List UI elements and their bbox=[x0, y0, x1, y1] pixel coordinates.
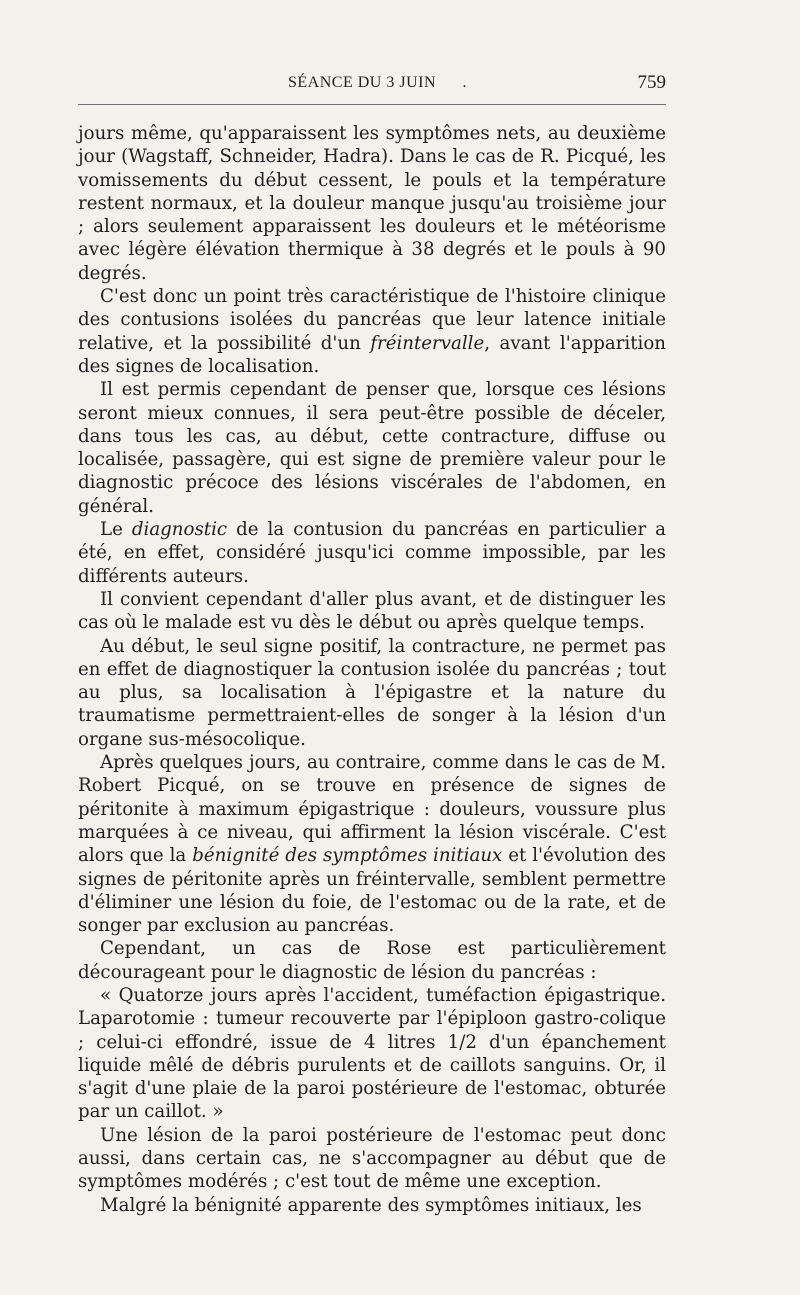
page-header bbox=[78, 68, 666, 98]
running-title bbox=[288, 74, 467, 92]
body-text bbox=[78, 122, 666, 1217]
paragraph-1 bbox=[78, 122, 666, 285]
text-segment: C'est donc un point très caractéristique de l'histoire clinique des contusions isolées du pancréas que leur latence initiale relative, et la possibilité d'un bbox=[78, 286, 666, 354]
text-segment: jours même, qu'apparaissent les symptômes nets, au deuxième jour (Wagstaff, Schneider, Hadra). Dans le cas de R. Picqué, les vomissements du début cessent, le pouls et la température restent normaux, et la douleur manque jusqu'au troisième jour ; alors seulement apparaissent les douleurs et le météorisme avec légère élévation thermique à 38 degrés et le pouls à 90 degrés. bbox=[78, 123, 666, 284]
paragraph-10 bbox=[78, 1124, 666, 1194]
paragraph-8 bbox=[78, 937, 666, 984]
running-title-text: SÉANCE DU 3 JUIN bbox=[288, 74, 436, 91]
text-segment: Il est permis cependant de penser que, lorsque ces lésions seront mieux connues, il sera peut-être possible de déceler, dans tous les cas, au début, cette contracture, diffuse ou localisée, passagère, qui est signe de première valeur pour le diagnostic précoce des lésions viscérales de l'abdomen, en général. bbox=[78, 379, 666, 517]
text-segment: Cependant, un cas de Rose est particulièrement décourageant pour le diagnostic de lésion du pancréas : bbox=[78, 938, 666, 983]
text-segment: Au début, le seul signe positif, la contracture, ne permet pas en effet de diagnostiquer la contusion isolée du pancréas ; tout au plus, sa localisation à l'épigastre et la nature du traumatisme permettraient-elles de songer à la lésion d'un organe sus-mésocolique. bbox=[78, 635, 666, 750]
paragraph-6 bbox=[78, 635, 666, 751]
paragraph-2 bbox=[78, 285, 666, 378]
header-rule bbox=[78, 104, 666, 105]
text-segment: de la contusion du pancréas en particulier a été, en effet, considéré jusqu'ici comme impossible, par les différents auteurs. bbox=[78, 519, 666, 587]
book-page bbox=[78, 0, 666, 1295]
text-segment: Le bbox=[100, 519, 132, 541]
italic-term: bénignité des symptômes initiaux bbox=[192, 845, 503, 867]
italic-term: diagnostic bbox=[131, 519, 228, 541]
italic-term: fréintervalle bbox=[370, 332, 485, 354]
paragraph-11 bbox=[78, 1194, 666, 1217]
text-segment: Malgré la bénignité apparente des symptômes initiaux, les bbox=[100, 1194, 642, 1216]
text-segment: , avant l'apparition des signes de localisation. bbox=[78, 332, 666, 377]
text-segment: « Quatorze jours après l'accident, tuméfaction épigastrique. Laparotomie : tumeur recouverte par l'épiploon gastro-colique ; celui-ci effondré, issue de 4 litres 1/2 d'un épanchement liquide mêlé de débris purulents et de caillots sanguins. Or, il s'agit d'une plaie de la paroi postérieure de l'estomac, obturée par un caillot. » bbox=[78, 984, 666, 1123]
text-segment: Une lésion de la paroi postérieure de l'estomac peut donc aussi, dans certain cas, ne s'accompagner au début que de symptômes modérés ; c'est tout de même une exception. bbox=[78, 1124, 666, 1193]
text-segment: Il convient cependant d'aller plus avant, et de distinguer les cas où le malade est vu dès le début ou après quelque temps. bbox=[78, 588, 666, 634]
text-segment: Après quelques jours, au contraire, comme dans le cas de M. Robert Picqué, on se trouve en présence de signes de péritonite à maximum épigastrique : douleurs, voussure plus marquées à ce niveau, qui affirment la lésion viscérale. C'est alors que la bbox=[78, 752, 666, 867]
paragraph-7 bbox=[78, 751, 666, 937]
paragraph-5 bbox=[78, 588, 666, 635]
text-segment: et l'évolution des signes de péritonite après un fréintervalle, semblent permettre d'éliminer une lésion du foie, de l'estomac ou de la rate, et de songer par exclusion au pancréas. bbox=[78, 845, 667, 937]
paragraph-9-quote bbox=[78, 984, 666, 1124]
running-title-separator: . bbox=[462, 74, 467, 91]
paragraph-4 bbox=[78, 518, 666, 588]
page-number: 759 bbox=[637, 72, 666, 93]
paragraph-3 bbox=[78, 378, 666, 518]
